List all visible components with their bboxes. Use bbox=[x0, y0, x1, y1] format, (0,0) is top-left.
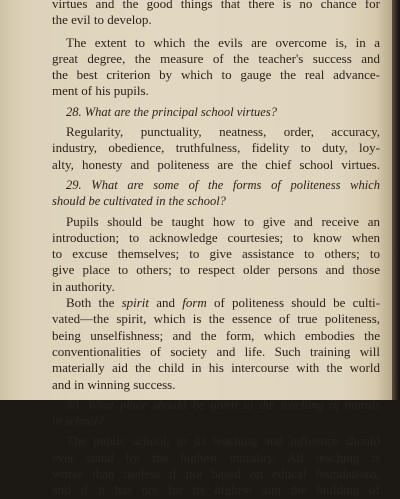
text-line: the evil to develop. bbox=[52, 12, 152, 28]
text-line: worse than useless if not based on ethical foundations, bbox=[52, 466, 380, 482]
text-line: introduction; to acknowledge courtesies; to know when bbox=[52, 229, 380, 245]
text-line: ever stand for the highest morality. All teaching is bbox=[52, 449, 380, 465]
text-fragment: Both the bbox=[66, 295, 122, 311]
italic-word: spirit bbox=[121, 295, 150, 311]
question-29-cont: should be cultivated in the school? bbox=[52, 194, 226, 209]
text-line: Pupils should be taught how to give and receive an bbox=[66, 213, 380, 229]
text-line: Regularity, punctuality, neatness, order, accuracy, bbox=[66, 124, 380, 140]
question-28: 28. What are the principal school virtues? bbox=[66, 104, 277, 119]
text-line: being unselfishness; and the form, which embodies the bbox=[52, 327, 380, 343]
text-line: give place to others; to respect older persons and those bbox=[52, 262, 380, 278]
text-line: The public school, in its teaching and influence should bbox=[66, 433, 380, 449]
text-line: ment of his pupils. bbox=[52, 83, 149, 99]
text-line: vated—the spirit, which is the essence of true politeness, bbox=[52, 311, 380, 327]
book-spine-shadow bbox=[392, 0, 400, 400]
text-line: and in winning success. bbox=[52, 376, 176, 392]
question-30-cont: in school? bbox=[52, 414, 104, 429]
text-line: virtues and the good things that there is no chance for bbox=[52, 0, 380, 11]
text-line: materially aid the child in his intercourse with the world bbox=[52, 360, 380, 376]
text-line: conventionalities of society and life. Such training will bbox=[52, 343, 380, 359]
text-line: and if it has not for its highest aim the building of bbox=[52, 482, 380, 498]
text-line bbox=[52, 295, 380, 311]
question-29: 29. What are some of the forms of politeness which bbox=[66, 177, 380, 192]
text-line: great degree, the measure of the teacher's success and bbox=[52, 50, 380, 66]
text-fragment: and bbox=[149, 295, 183, 311]
text-line: alty, honesty and politeness are the chief school virtues. bbox=[52, 156, 380, 172]
text-line: industry, obedience, truthfulness, fidelity to duty, loy- bbox=[52, 140, 380, 156]
text-fragment: of politeness should be culti- bbox=[206, 295, 381, 311]
text-line: to excuse themselves; to give assistance to others; to bbox=[52, 246, 380, 262]
question-30: 30. What place should be given to the teaching of morals bbox=[66, 397, 380, 412]
text-line: the best criterion by which to gauge the real advance- bbox=[52, 67, 380, 83]
text-line: in authority. bbox=[52, 278, 115, 294]
page-text bbox=[52, 0, 380, 499]
text-line: The extent to which the evils are overcome is, in a bbox=[66, 34, 380, 50]
italic-word: form bbox=[182, 295, 207, 311]
